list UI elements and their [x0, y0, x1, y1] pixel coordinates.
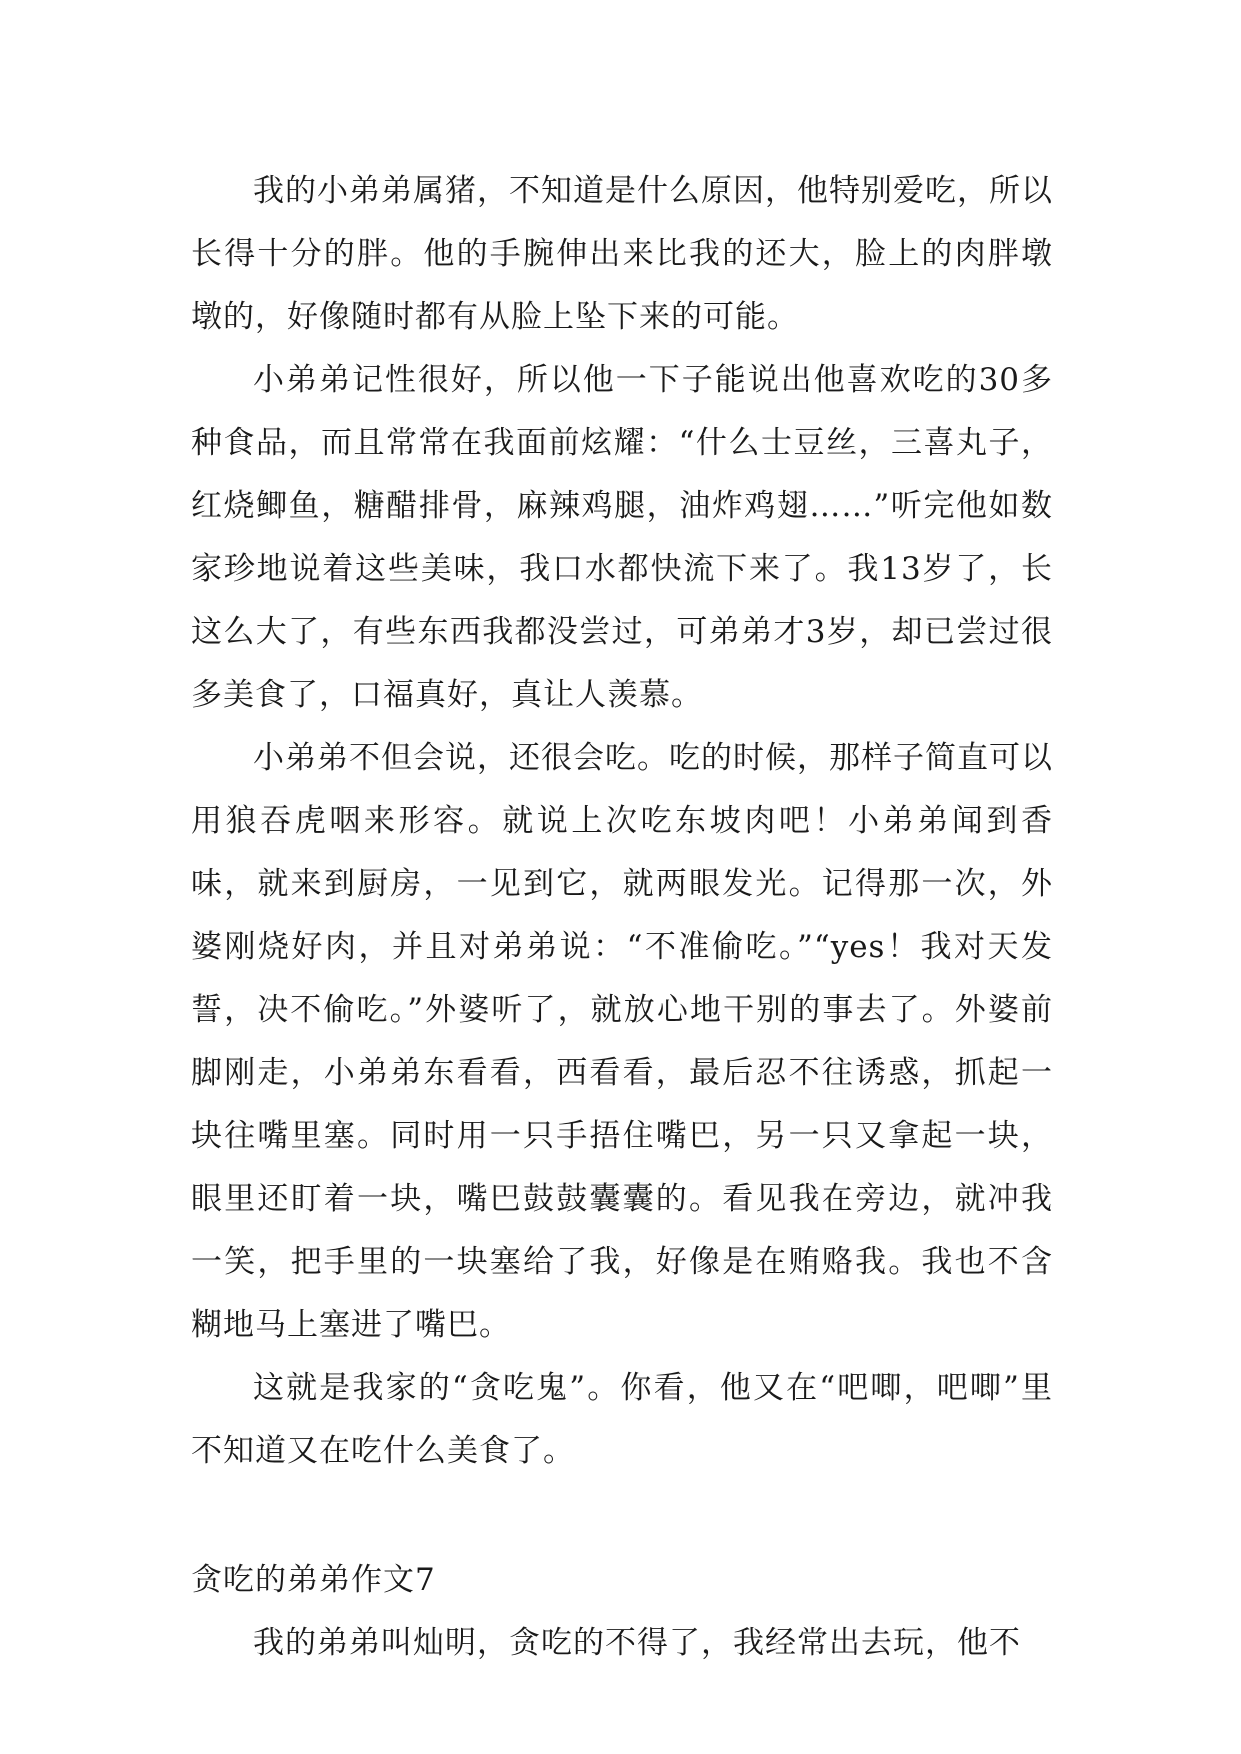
- paragraph-4: 这就是我家的“贪吃鬼”。你看，他又在“吧唧，吧唧”里不知道又在吃什么美食了。: [191, 1370, 1053, 1469]
- section-title: 贪吃的弟弟作文7: [191, 1562, 436, 1598]
- section-spacer: [191, 1483, 1053, 1549]
- paragraph-3: 小弟弟不但会说，还很会吃。吃的时候，那样子简直可以用狼吞虎咽来形容。就说上次吃东坡肉吧！小弟弟闻到香味，就来到厨房，一见到它，就两眼发光。记得那一次，外婆刚烧好肉，并且对弟弟说：“不准偷吃。”“yes！我对天发誓，决不偷吃。”外婆听了，就放心地干别的事去了。外婆前脚刚走，小弟弟东看看，西看看，最后忍不往诱惑，抓起一块往嘴里塞。同时用一只手捂住嘴巴，另一只又拿起一块，眼里还盯着一块，嘴巴鼓鼓囊囊的。看见我在旁边，就冲我一笑，把手里的一块塞给了我，好像是在贿赂我。我也不含糊地马上塞进了嘴巴。: [191, 740, 1053, 1343]
- paragraph-5: 我的弟弟叫灿明，贪吃的不得了，我经常出去玩，他不: [253, 1625, 1021, 1661]
- paragraph-2: 小弟弟记性很好，所以他一下子能说出他喜欢吃的30多种食品，而且常常在我面前炫耀：“什么士豆丝，三喜丸子，红烧鲫鱼，糖醋排骨，麻辣鸡腿，油炸鸡翅……”听完他如数家珍地说着这些美味，我口水都快流下来了。我13岁了，长这么大了，有些东西我都没尝过，可弟弟才3岁，却已尝过很多美食了，口福真好，真让人羡慕。: [191, 362, 1053, 713]
- paragraph-1: 我的小弟弟属猪，不知道是什么原因，他特别爱吃，所以长得十分的胖。他的手腕伸出来比我的还大，脸上的肉胖墩墩的，好像随时都有从脸上坠下来的可能。: [191, 173, 1053, 335]
- document-body: [191, 160, 1053, 1675]
